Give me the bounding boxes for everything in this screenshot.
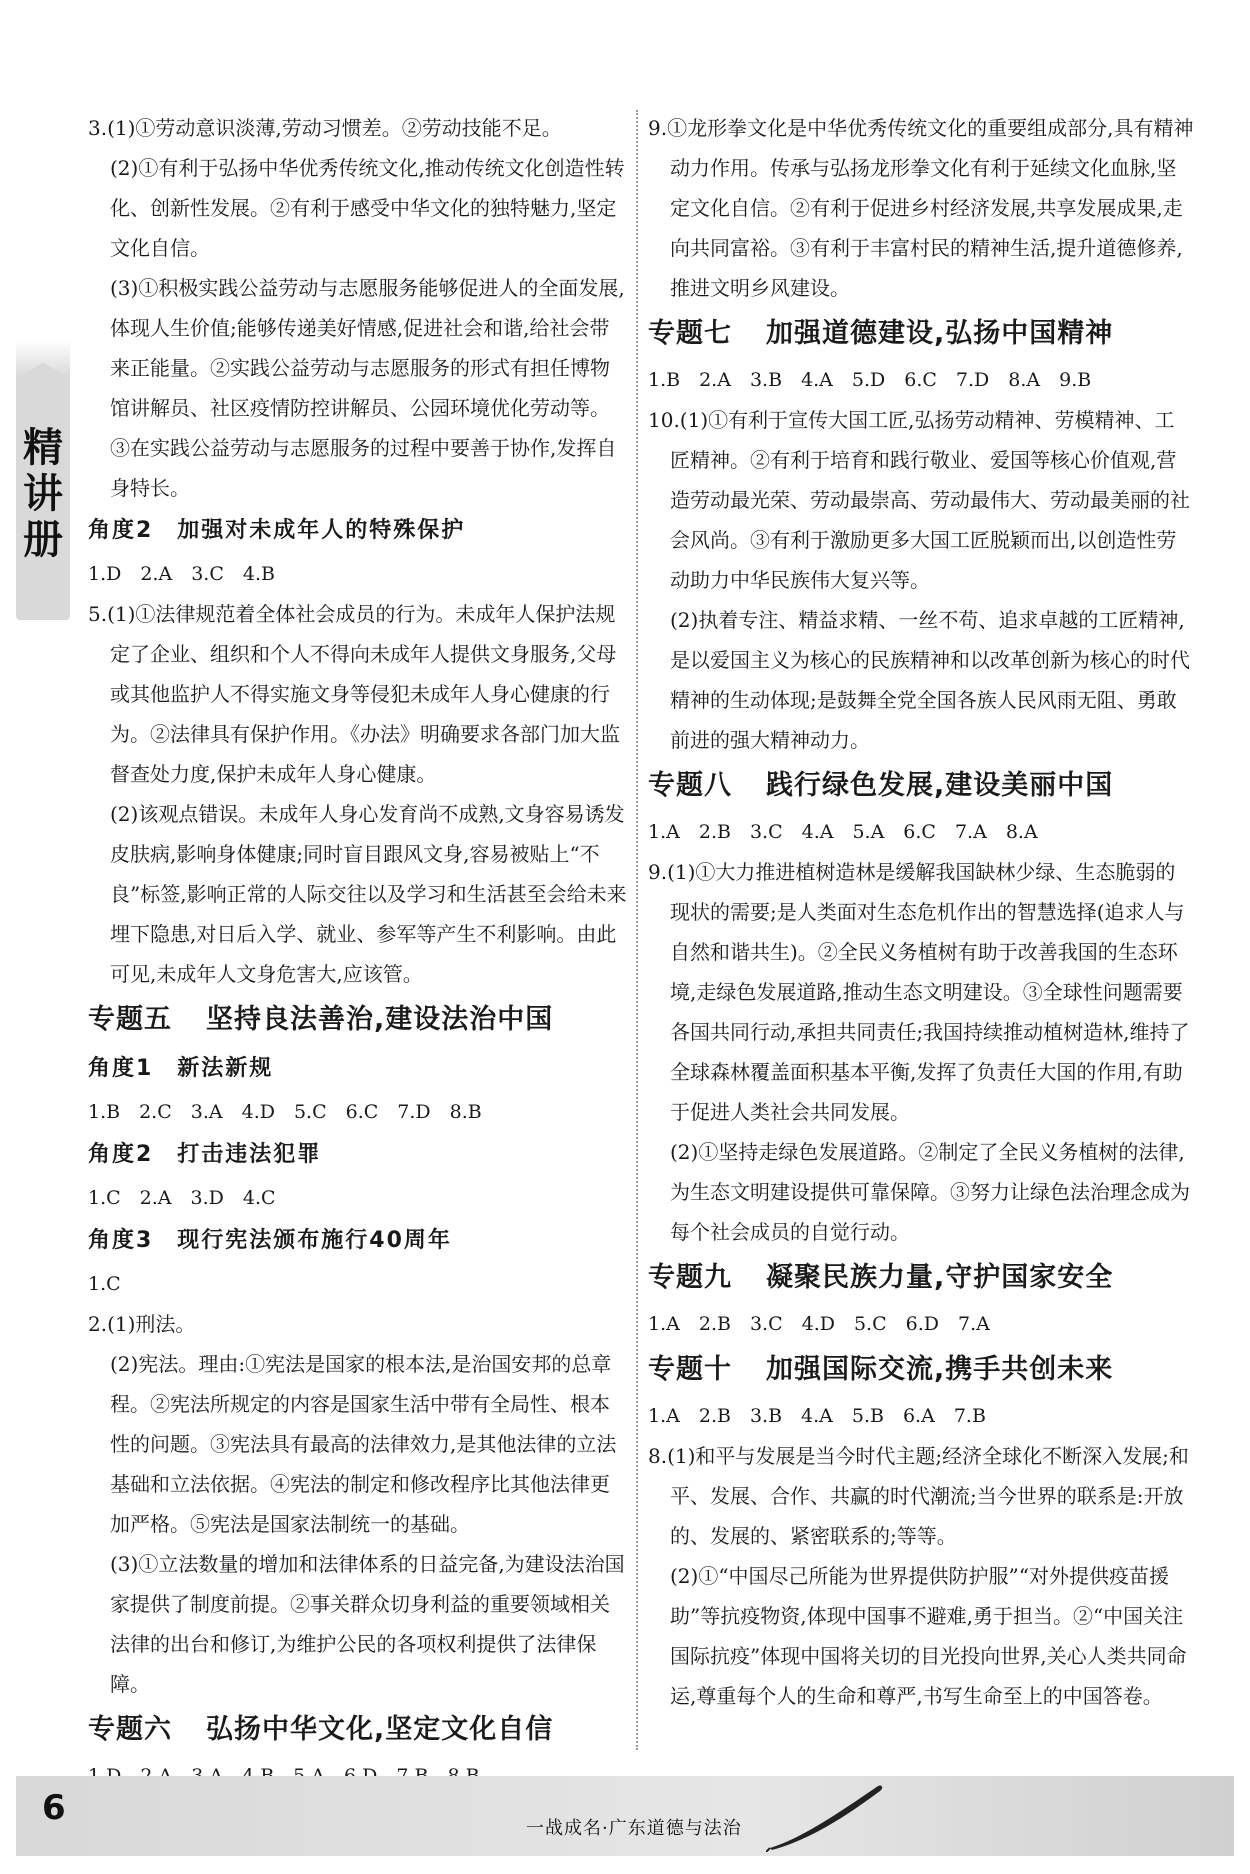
topic-title: 弘扬中华文化,坚定文化自信 bbox=[206, 1714, 554, 1745]
topic-heading bbox=[648, 308, 1194, 360]
angle-heading: 角度2 加强对未成年人的特殊保护 bbox=[88, 518, 466, 543]
choice-answers: 1.C 2.A 3.D 4.C bbox=[88, 1187, 276, 1209]
book-title: 一战成名·广东道德与法治 bbox=[526, 1818, 742, 1839]
question-item: 10.(1)①有利于宣传大国工匠,弘扬劳动精神、劳模精神、工匠精神。②有利于培育和践行敬业、爱国等核心价值观,营造劳动最光荣、劳动最崇高、劳动最伟大、劳动最美丽的社会风尚。③有利于激励更多大国工匠脱颖而出,以创造性劳动助力中华民族伟大复兴等。 bbox=[648, 408, 1190, 592]
topic-title: 践行绿色发展,建设美丽中国 bbox=[766, 770, 1114, 801]
topic-heading bbox=[648, 760, 1194, 812]
choice-answers: 1.B 2.C 3.A 4.D 5.C 6.C 7.D 8.B bbox=[88, 1101, 482, 1123]
page-number: 6 bbox=[42, 1788, 66, 1828]
angle-heading: 角度1 新法新规 bbox=[88, 1056, 274, 1081]
right-column bbox=[648, 108, 1194, 1716]
topic-title: 凝聚民族力量,守护国家安全 bbox=[766, 1262, 1114, 1293]
topic-title: 加强道德建设,弘扬中国精神 bbox=[766, 318, 1114, 349]
choice-answers: 1.B 2.A 3.B 4.A 5.D 6.C 7.D 8.A 9.B bbox=[648, 369, 1092, 391]
topic-number: 专题七 bbox=[648, 318, 732, 349]
question-item: 2.(1)刑法。 bbox=[88, 1312, 196, 1336]
question-item: 5.(1)①法律规范着全体社会成员的行为。未成年人保护法规定了企业、组织和个人不得向未成年人提供文身服务,父母或其他监护人不得实施文身等侵犯未成年人身心健康的行为。②法律具有保护作用。《办法》明确要求各部门加大监督查处力度,保护未成年人身心健康。 bbox=[88, 602, 620, 786]
question-item: 9.(1)①大力推进植树造林是缓解我国缺林少绿、生态脆弱的现状的需要;是人类面对生态危机作出的智慧选择(追求人与自然和谐共生)。②全民义务植树有助于改善我国的生态环境,走绿色发展道路,推动生态文明建设。③全球性问题需要各国共同行动,承担共同责任;我国持续推动植树造林,维持了全球森林覆盖面积基本平衡,发挥了负责任大国的作用,有助于促进人类社会共同发展。 bbox=[648, 860, 1190, 1124]
answer-paragraph: (3)①立法数量的增加和法律体系的日益完备,为建设法治国家提供了制度前提。②事关群众切身利益的重要领域相关法律的出台和修订,为维护公民的各项权利提供了法律保障。 bbox=[110, 1552, 625, 1696]
topic-heading bbox=[88, 1704, 628, 1756]
question-item: 8.(1)和平与发展是当今时代主题;经济全球化不断深入发展;和平、发展、合作、共赢的时代潮流;当今世界的联系是:开放的、发展的、紧密联系的;等等。 bbox=[648, 1444, 1189, 1548]
answer-paragraph: (2)①“中国尽己所能为世界提供防护服”“对外提供疫苗援助”等抗疫物资,体现中国事不避难,勇于担当。②“中国关注国际抗疫”体现中国将关切的目光投向世界,关心人类共同命运,尊重每个人的生命和尊严,书写生命至上的中国答卷。 bbox=[670, 1564, 1187, 1708]
answer-paragraph: (2)①坚持走绿色发展道路。②制定了全民义务植树的法律,为生态文明建设提供可靠保障。③努力让绿色法治理念成为每个社会成员的自觉行动。 bbox=[670, 1140, 1190, 1244]
pen-icon bbox=[766, 1782, 886, 1852]
side-tab-notch bbox=[16, 340, 70, 378]
choice-answers: 1.D 2.A 3.C 4.B bbox=[88, 563, 275, 585]
left-column bbox=[88, 108, 628, 1796]
topic-number: 专题八 bbox=[648, 770, 732, 801]
side-tab bbox=[16, 340, 70, 620]
topic-heading bbox=[88, 994, 628, 1046]
topic-number: 专题十 bbox=[648, 1354, 732, 1385]
answer-paragraph: (2)执着专注、精益求精、一丝不苟、追求卓越的工匠精神,是以爱国主义为核心的民族精神和以改革创新为核心的时代精神的生动体现;是鼓舞全党全国各族人民风雨无阻、勇敢前进的强大精神动力。 bbox=[670, 608, 1190, 752]
answer-paragraph: (2)宪法。理由:①宪法是国家的根本法,是治国安邦的总章程。②宪法所规定的内容是国家生活中带有全局性、根本性的问题。③宪法具有最高的法律效力,是其他法律的立法基础和立法依据。④宪法的制定和修改程序比其他法律更加严格。⑤宪法是国家法制统一的基础。 bbox=[110, 1352, 617, 1536]
topic-heading bbox=[648, 1252, 1194, 1304]
answer-paragraph: (3)①积极实践公益劳动与志愿服务能够促进人的全面发展,体现人生价值;能够传递美好情感,促进社会和谐,给社会带来正能量。②实践公益劳动与志愿服务的形式有担任博物馆讲解员、社区疫情防控讲解员、公园环境优化劳动等。③在实践公益劳动与志愿服务的过程中要善于协作,发挥自身特长。 bbox=[110, 276, 625, 500]
choice-answers: 1.A 2.B 3.C 4.A 5.A 6.C 7.A 8.A bbox=[648, 821, 1038, 843]
side-tab-label: 精讲册 bbox=[23, 425, 63, 563]
answer-paragraph: (2)①有利于弘扬中华优秀传统文化,推动传统文化创造性转化、创新性发展。②有利于感受中华文化的独特魅力,坚定文化自信。 bbox=[110, 156, 625, 260]
question-item: 9.①龙形拳文化是中华优秀传统文化的重要组成部分,具有精神动力作用。传承与弘扬龙形拳文化有利于延续文化血脉,坚定文化自信。②有利于促进乡村经济发展,共享发展成果,走向共同富裕。③有利于丰富村民的精神生活,提升道德修养,推进文明乡风建设。 bbox=[648, 116, 1194, 300]
angle-heading: 角度3 现行宪法颁布施行40周年 bbox=[88, 1228, 452, 1253]
answer-paragraph: (2)该观点错误。未成年人身心发育尚不成熟,文身容易诱发皮肤病,影响身体健康;同时盲目跟风文身,容易被贴上“不良”标签,影响正常的人际交往以及学习和生活甚至会给未来埋下隐患,对日后入学、就业、参军等产生不利影响。由此可见,未成年人文身危害大,应该管。 bbox=[110, 802, 627, 986]
topic-number: 专题五 bbox=[88, 1004, 172, 1035]
topic-number: 专题六 bbox=[88, 1714, 172, 1745]
topic-heading bbox=[648, 1344, 1194, 1396]
choice-answers: 1.A 2.B 3.C 4.D 5.C 6.D 7.A bbox=[648, 1313, 990, 1335]
topic-title: 坚持良法善治,建设法治中国 bbox=[206, 1004, 554, 1035]
angle-heading: 角度2 打击违法犯罪 bbox=[88, 1142, 322, 1167]
choice-answers: 1.C bbox=[88, 1273, 121, 1295]
column-divider bbox=[636, 110, 638, 1750]
topic-number: 专题九 bbox=[648, 1262, 732, 1293]
choice-answers: 1.A 2.B 3.B 4.A 5.B 6.A 7.B bbox=[648, 1405, 986, 1427]
topic-title: 加强国际交流,携手共创未来 bbox=[766, 1354, 1114, 1385]
footer-bar bbox=[16, 1776, 1234, 1856]
question-item: 3.(1)①劳动意识淡薄,劳动习惯差。②劳动技能不足。 bbox=[88, 116, 562, 140]
